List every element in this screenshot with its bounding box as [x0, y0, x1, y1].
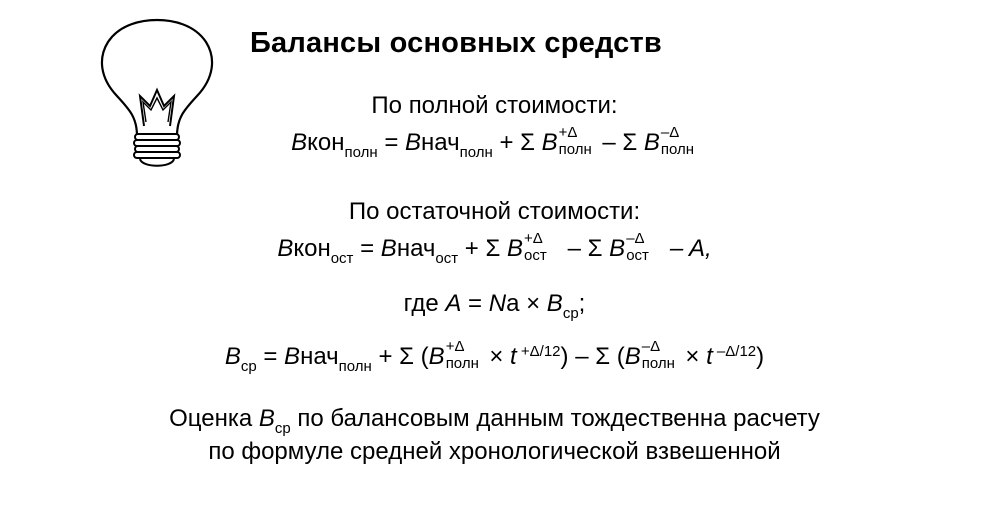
symbol-b: B: [277, 235, 294, 262]
sub-poln: полн: [344, 143, 378, 161]
text-nach: нач: [396, 235, 436, 262]
text-where: где: [403, 290, 446, 317]
sub-sup-group: [641, 338, 679, 372]
plus-sum: + Σ: [458, 235, 507, 262]
symbol-t: t: [706, 343, 713, 370]
equals: =: [256, 343, 285, 370]
paren-open: (: [616, 343, 625, 370]
minus-sum: – Σ: [595, 129, 644, 156]
text-nach: нач: [421, 129, 460, 156]
symbol-t: t: [510, 343, 517, 370]
section-full-cost-heading: [0, 92, 989, 120]
sup-minus-delta: –Δ: [641, 338, 661, 355]
sub-poln: полн: [660, 141, 695, 158]
equals: =: [461, 290, 489, 317]
sub-sup-group: [660, 124, 698, 158]
text-suffix: по балансовым данным тождественна расчету: [290, 405, 820, 432]
symbol-b: B: [624, 343, 641, 370]
text-kon: кон: [293, 235, 331, 262]
sup-minus-delta: –Δ: [660, 124, 680, 141]
text-prefix: Оценка: [169, 405, 259, 432]
symbol-b: B: [284, 343, 301, 370]
sub-poln: полн: [459, 143, 493, 161]
sub-ost: ост: [330, 249, 354, 267]
symbol-b: B: [291, 129, 308, 156]
sub-ost: ост: [626, 247, 649, 264]
sub-sup-group: [523, 230, 561, 264]
times: ×: [482, 343, 511, 370]
paren-open: (: [420, 343, 429, 370]
sup-plus-delta: +Δ: [523, 230, 543, 247]
sub-sup-group: [625, 230, 663, 264]
symbol-b: B: [224, 343, 241, 370]
formula-residual-cost: [0, 230, 989, 267]
symbol-b: B: [428, 343, 445, 370]
minus-sum: – Σ: [560, 235, 610, 262]
sup-plus-delta: +Δ: [558, 124, 578, 141]
sub-poln: полн: [641, 355, 675, 372]
formula-depreciation: [0, 290, 989, 322]
conclusion-line-2: [0, 438, 989, 466]
sup-plus-delta: +Δ: [445, 338, 465, 355]
symbol-b: B: [405, 129, 422, 156]
times: ×: [678, 343, 707, 370]
sub-sr: ср: [240, 357, 257, 375]
plus-sum: + Σ: [492, 129, 542, 156]
conclusion-line-1: [0, 405, 989, 437]
symbol-n: N: [488, 290, 507, 317]
text-kon: кон: [307, 129, 345, 156]
formula-full-cost: [0, 124, 989, 161]
symbol-b: B: [506, 235, 523, 262]
sup-minus-delta: –Δ: [626, 230, 645, 247]
symbol-b: B: [643, 129, 660, 156]
sub-poln: полн: [558, 141, 592, 158]
symbol-b: B: [380, 235, 397, 262]
semicolon: ;: [578, 290, 586, 317]
symbol-a: A: [445, 290, 462, 317]
sub-sr: ср: [562, 304, 579, 322]
symbol-b: B: [609, 235, 626, 262]
slide-title: Балансы основных средств: [250, 27, 662, 59]
sub-ost: ост: [435, 249, 459, 267]
sub-sup-group: [558, 124, 596, 158]
sub-sr: ср: [274, 419, 291, 437]
heading-text: По остаточной стоимости:: [348, 198, 641, 225]
text-line2: по формуле средней хронологической взвешенной: [208, 438, 781, 465]
equals: =: [377, 129, 406, 156]
sub-poln: полн: [445, 355, 479, 372]
symbol-b: B: [258, 405, 275, 432]
times: ×: [519, 290, 547, 317]
sup-exp-plus: +Δ/12: [516, 342, 561, 360]
section-residual-cost-heading: [0, 198, 989, 226]
symbol-b: B: [541, 129, 558, 156]
sub-ost: ост: [523, 247, 547, 264]
minus-a: – A,: [663, 235, 712, 262]
text-a: a: [506, 290, 520, 317]
symbol-b: B: [546, 290, 563, 317]
sub-sup-group: [445, 338, 483, 372]
heading-text: По полной стоимости:: [371, 92, 618, 119]
text-nach: нач: [300, 343, 339, 370]
sup-exp-minus: –Δ/12: [712, 342, 757, 360]
plus-sum: + Σ: [371, 343, 421, 370]
sub-poln: полн: [338, 357, 372, 375]
equals: =: [353, 235, 381, 262]
paren-close: ): [560, 343, 569, 370]
minus-sum: – Σ: [568, 343, 617, 370]
paren-close: ): [756, 343, 765, 370]
formula-average: [0, 338, 989, 375]
